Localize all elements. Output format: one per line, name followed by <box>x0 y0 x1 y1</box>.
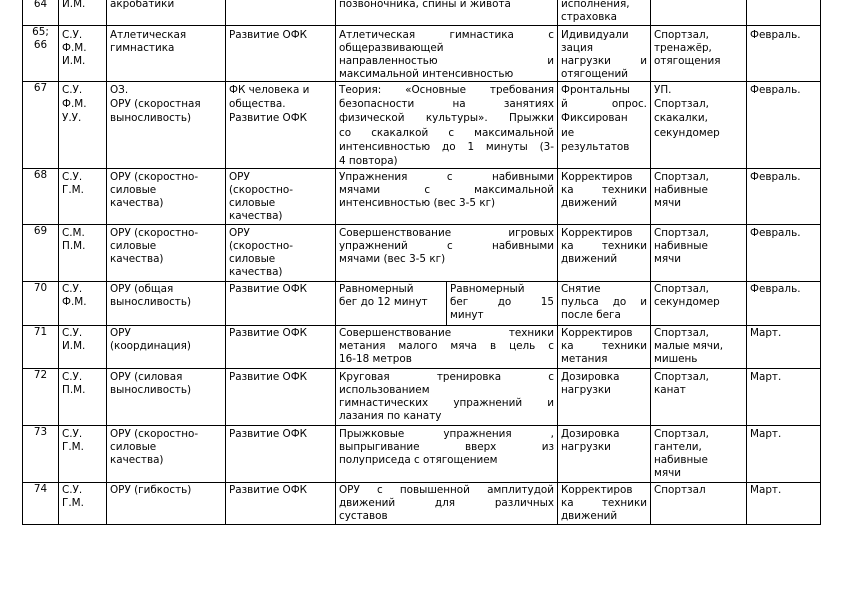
lesson-content-cell-line: полуприседа с отягощением <box>339 454 498 467</box>
lesson-topic-cell-line: силовые <box>110 240 157 253</box>
equipment-cell <box>651 82 747 169</box>
table-row <box>23 483 821 525</box>
split-content <box>336 282 557 325</box>
assessment-cell <box>558 0 651 26</box>
lesson-goal-cell-line: качества) <box>229 210 283 223</box>
lesson-topic-cell-line: гимнастика <box>110 42 175 54</box>
lesson-content-cell-line: Теория: «Основные требования <box>339 84 554 96</box>
table-row <box>23 326 821 369</box>
lesson-number: 74 <box>23 483 59 525</box>
lesson-content-cell <box>336 225 558 282</box>
equipment-cell-line: Спортзал, <box>654 327 709 340</box>
lesson-content-cell <box>336 169 558 225</box>
lesson-goal-cell-line: Развитие ОФК <box>229 112 308 125</box>
assessment-cell <box>558 82 651 169</box>
lesson-content-cell-line: выпрыгивание вверх из <box>339 441 554 454</box>
assessment-cell-line: после бега <box>561 309 621 322</box>
lesson-content-cell-line: интенсивностью (вес 3-5 кг) <box>339 197 496 210</box>
table-row <box>23 0 821 26</box>
lesson-number: 67 <box>23 82 59 169</box>
lesson-topic-cell <box>107 26 226 82</box>
assessment-cell-line: ка техники <box>561 497 647 510</box>
assessment-cell-line: метания <box>561 353 608 366</box>
equipment-cell <box>651 326 747 369</box>
lesson-content-cell <box>336 326 558 369</box>
teacher-cell <box>59 26 107 82</box>
assessment-cell-line: Корректиров <box>561 484 633 497</box>
equipment-cell-line: мячи <box>654 197 681 210</box>
lesson-topic-cell-line: качества) <box>110 454 164 467</box>
equipment-cell-line: набивные <box>654 184 708 197</box>
assessment-cell <box>558 26 651 82</box>
lesson-content-cell-line: Прыжковые упражнения , <box>339 428 554 441</box>
table-row <box>23 282 821 326</box>
lesson-content-cell-line: упражнений с набивными <box>339 240 554 253</box>
teacher-cell <box>59 326 107 369</box>
lesson-topic-cell <box>107 0 226 26</box>
assessment-cell-line: Фронтальны <box>561 84 630 96</box>
lesson-content-cell <box>336 282 558 326</box>
month-cell: Февраль. <box>747 82 821 169</box>
lesson-content-cell-line: безопасности на занятиях <box>339 98 554 111</box>
teacher-cell-line: И.М. <box>62 0 86 10</box>
month-cell: Февраль. <box>747 282 821 326</box>
assessment-cell-line: результатов <box>561 140 630 153</box>
lesson-content-cell <box>336 369 558 426</box>
assessment-cell-line: й опрос. <box>561 98 647 111</box>
lesson-goal-cell-line: силовые <box>229 197 276 210</box>
lesson-content-cell-line: мячами с максимальной <box>339 184 554 197</box>
lesson-goal-cell <box>226 369 336 426</box>
teacher-cell-line: С.У. <box>62 171 83 184</box>
lesson-goal-cell-line: Развитие ОФК <box>229 283 308 296</box>
lesson-content-cell-line: Упражнения с набивными <box>339 171 554 184</box>
teacher-cell <box>59 225 107 282</box>
table-row <box>23 26 821 82</box>
lesson-topic-cell-line: ОРУ (общая <box>110 283 174 296</box>
assessment-cell-line: ка техники <box>561 240 647 253</box>
lesson-topic-cell-line: Атлетическая <box>110 29 187 41</box>
lesson-topic-cell <box>107 225 226 282</box>
lesson-goal-cell <box>226 326 336 369</box>
lesson-topic-cell <box>107 369 226 426</box>
assessment-cell-line: исполнения, <box>561 0 630 10</box>
equipment-cell-line: гантели, <box>654 441 702 454</box>
assessment-cell <box>558 369 651 426</box>
assessment-cell-line: Корректиров <box>561 327 633 340</box>
assessment-cell-line: движений <box>561 197 618 210</box>
teacher-cell-line: У.У. <box>62 112 82 125</box>
equipment-cell-line: мишень <box>654 353 698 366</box>
lesson-goal-cell <box>226 483 336 525</box>
lesson-topic-cell-line: выносливость) <box>110 296 192 309</box>
lesson-content-cell-line: Совершенствование игровых <box>339 227 554 240</box>
content-line: Равномерный <box>339 283 414 296</box>
equipment-cell-line: канат <box>654 384 686 397</box>
teacher-cell <box>59 282 107 326</box>
month-cell: Март. <box>747 426 821 483</box>
lesson-goal-cell-line: общества. <box>229 98 286 111</box>
month-cell: Март. <box>747 483 821 525</box>
assessment-cell <box>558 326 651 369</box>
lesson-topic-cell-line: ОРУ (гибкость) <box>110 484 192 497</box>
lesson-topic-cell-line: (координация) <box>110 340 191 353</box>
assessment-cell-line: Дозировка <box>561 371 620 384</box>
lesson-topic-cell <box>107 483 226 525</box>
assessment-cell-line: Корректиров <box>561 171 633 184</box>
assessment-cell-line: нагрузки <box>561 384 611 397</box>
assessment-cell-line: страховка <box>561 11 618 23</box>
assessment-cell-line: зация <box>561 42 593 54</box>
equipment-cell-line: УП. <box>654 84 672 96</box>
lesson-topic-cell-line: ОРУ (скоростная <box>110 98 201 111</box>
lesson-goal-cell-line: ФК человека и <box>229 84 310 96</box>
assessment-cell <box>558 225 651 282</box>
equipment-cell-line: Спортзал, <box>654 29 709 41</box>
teacher-cell-line: П.М. <box>62 384 86 397</box>
table-body <box>23 0 821 525</box>
assessment-cell-line: движений <box>561 510 618 523</box>
teacher-cell <box>59 483 107 525</box>
teacher-cell-line: С.У. <box>62 84 83 96</box>
lesson-topic-cell-line: силовые <box>110 441 157 454</box>
table-row <box>23 426 821 483</box>
assessment-cell <box>558 282 651 326</box>
lesson-content-cell-line: общеразвивающей <box>339 42 444 54</box>
lesson-goal-cell-line: Развитие ОФК <box>229 428 308 441</box>
lesson-content-cell-line: направленностью и <box>339 55 554 67</box>
lesson-goal-cell-line: качества) <box>229 266 283 279</box>
lesson-topic-cell-line: силовые <box>110 184 157 197</box>
month-cell <box>747 0 821 26</box>
teacher-cell-line: Г.М. <box>62 497 84 510</box>
equipment-cell <box>651 483 747 525</box>
lesson-content-cell-line: позвоночника, спины и живота <box>339 0 511 10</box>
lesson-topic-cell <box>107 426 226 483</box>
lesson-content-cell <box>336 82 558 169</box>
lesson-content-cell-line: гимнастических упражнений и <box>339 397 554 410</box>
lesson-content-cell-line: лазания по канату <box>339 410 442 423</box>
table-row <box>23 225 821 282</box>
month-cell: Февраль. <box>747 26 821 82</box>
lesson-goal-cell-line: Развитие ОФК <box>229 484 308 497</box>
teacher-cell-line: Ф.М. <box>62 98 87 111</box>
assessment-cell-line: Дозировка <box>561 428 620 441</box>
assessment-cell-line: ка техники <box>561 184 647 197</box>
equipment-cell-line: секундомер <box>654 126 720 139</box>
assessment-cell <box>558 483 651 525</box>
lesson-content-cell-line: 4 повтора) <box>339 155 398 168</box>
lesson-content-cell-line: использованием <box>339 384 430 397</box>
lesson-topic-cell-line: ОРУ (скоростно- <box>110 171 199 184</box>
assessment-cell-line: нагрузки и <box>561 55 647 67</box>
equipment-cell-line: малые мячи, <box>654 340 724 353</box>
lesson-goal-cell-line: силовые <box>229 253 276 266</box>
table-row <box>23 82 821 169</box>
assessment-cell-line: ие <box>561 126 575 139</box>
lesson-content-cell-line: движений для различных <box>339 497 554 510</box>
teacher-cell-line: С.У. <box>62 29 83 41</box>
content-variant-a <box>336 282 446 325</box>
month-cell: Март. <box>747 369 821 426</box>
lesson-content-cell-line: интенсивностью до 1 минуты (3- <box>339 140 554 153</box>
teacher-cell-line: С.У. <box>62 484 83 497</box>
lesson-goal-cell-line: (скоростно- <box>229 184 294 197</box>
lesson-content-cell-line: максимальной интенсивностью <box>339 68 514 80</box>
equipment-cell-line: Спортзал, <box>654 283 709 296</box>
lesson-number: 72 <box>23 369 59 426</box>
table-row <box>23 369 821 426</box>
lesson-number: 68 <box>23 169 59 225</box>
lesson-content-cell-line: суставов <box>339 510 388 523</box>
lesson-content-cell-line: Совершенствование техники <box>339 327 554 340</box>
lesson-topic-cell-line: акробатики <box>110 0 175 10</box>
teacher-cell-line: Ф.М. <box>62 296 87 309</box>
equipment-cell <box>651 225 747 282</box>
equipment-cell <box>651 0 747 26</box>
equipment-cell-line <box>654 0 743 11</box>
content-line: минут <box>450 309 484 322</box>
lesson-number: 71 <box>23 326 59 369</box>
lesson-goal-cell <box>226 82 336 169</box>
lesson-goal-cell-line: Развитие ОФК <box>229 29 308 41</box>
lesson-content-cell-line: физической культуры». Прыжки <box>339 112 554 125</box>
equipment-cell-line: тренажёр, <box>654 42 712 54</box>
equipment-cell <box>651 369 747 426</box>
lesson-goal-cell-line: Развитие ОФК <box>229 327 308 340</box>
lesson-content-cell <box>336 26 558 82</box>
lesson-topic-cell <box>107 169 226 225</box>
assessment-cell-line: Фиксирован <box>561 112 628 125</box>
lesson-goal-cell <box>226 225 336 282</box>
lesson-content-cell-line: мячами (вес 3-5 кг) <box>339 253 446 266</box>
equipment-cell-line: Спортзал, <box>654 98 709 111</box>
lesson-number: 73 <box>23 426 59 483</box>
equipment-cell-line: мячи <box>654 253 681 266</box>
teacher-cell-line: П.М. <box>62 240 86 253</box>
teacher-cell-line: Ф.М. <box>62 42 87 54</box>
equipment-cell-line: набивные <box>654 240 708 253</box>
lesson-goal-cell-line: ОРУ <box>229 171 250 184</box>
lesson-goal-cell <box>226 0 336 26</box>
lesson-topic-cell-line: качества) <box>110 253 164 266</box>
lesson-goal-cell-line: ОРУ <box>229 227 250 240</box>
lesson-goal-cell <box>226 282 336 326</box>
lesson-topic-cell-line: ОРУ (силовая <box>110 371 183 384</box>
equipment-cell-line: мячи <box>654 467 681 480</box>
content-line: бег до 15 <box>450 296 554 309</box>
lesson-topic-cell-line: выносливость) <box>110 112 192 125</box>
lesson-content-cell-line: ОРУ с повышенной амплитудой <box>339 484 554 497</box>
assessment-cell-line: Снятие <box>561 283 601 296</box>
lesson-number: 69 <box>23 225 59 282</box>
teacher-cell-line: С.У. <box>62 327 83 340</box>
equipment-cell <box>651 26 747 82</box>
lesson-number: 65; 66 <box>23 26 59 82</box>
assessment-cell <box>558 169 651 225</box>
lesson-topic-cell-line: ОЗ. <box>110 84 129 96</box>
equipment-cell <box>651 169 747 225</box>
lesson-topic-cell-line: ОРУ (скоростно- <box>110 227 199 240</box>
teacher-cell-line: С.У. <box>62 371 83 384</box>
assessment-cell-line: движений <box>561 253 618 266</box>
content-variant-b <box>446 282 557 325</box>
lesson-content-cell <box>336 483 558 525</box>
lesson-topic-cell <box>107 282 226 326</box>
equipment-cell-line: скакалки, <box>654 112 708 125</box>
teacher-cell-line: И.М. <box>62 55 86 67</box>
equipment-cell-line: отягощения <box>654 55 721 67</box>
equipment-cell-line: Спортзал <box>654 484 706 497</box>
assessment-cell-line: нагрузки <box>561 441 611 454</box>
lesson-topic-cell-line: ОРУ (скоростно- <box>110 428 199 441</box>
equipment-cell <box>651 426 747 483</box>
teacher-cell-line: И.М. <box>62 340 86 353</box>
teacher-cell-line: Г.М. <box>62 184 84 197</box>
content-line: бег до 12 минут <box>339 296 428 309</box>
teacher-cell-line: С.У. <box>62 428 83 441</box>
month-cell: Март. <box>747 326 821 369</box>
month-cell: Февраль. <box>747 225 821 282</box>
assessment-cell-line: пульса до и <box>561 296 647 309</box>
lesson-goal-cell <box>226 26 336 82</box>
lesson-topic-cell-line: выносливость) <box>110 384 192 397</box>
equipment-cell-line: Спортзал, <box>654 171 709 184</box>
equipment-cell <box>651 282 747 326</box>
teacher-cell-line: Г.М. <box>62 441 84 454</box>
teacher-cell-line: С.М. <box>62 227 85 240</box>
lesson-topic-cell-line: ОРУ <box>110 327 131 340</box>
table-row <box>23 169 821 225</box>
lesson-goal-cell-line: Развитие ОФК <box>229 371 308 384</box>
assessment-cell-line: Корректиров <box>561 227 633 240</box>
lesson-goal-cell-line: (скоростно- <box>229 240 294 253</box>
lesson-topic-cell <box>107 82 226 169</box>
month-cell: Февраль. <box>747 169 821 225</box>
lesson-plan-table <box>22 0 821 525</box>
assessment-cell-line: Идивидуали <box>561 29 629 41</box>
lesson-content-cell-line: Круговая тренировка с <box>339 371 554 384</box>
equipment-cell-line: секундомер <box>654 296 720 309</box>
teacher-cell <box>59 426 107 483</box>
lesson-topic-cell <box>107 326 226 369</box>
lesson-content-cell <box>336 0 558 26</box>
assessment-cell-line: ка техники <box>561 340 647 353</box>
lesson-topic-cell-line: качества) <box>110 197 164 210</box>
lesson-content-cell <box>336 426 558 483</box>
teacher-cell <box>59 369 107 426</box>
equipment-cell-line: Спортзал, <box>654 227 709 240</box>
lesson-goal-cell <box>226 169 336 225</box>
content-line: Равномерный <box>450 283 525 296</box>
teacher-cell-line: С.У. <box>62 283 83 296</box>
equipment-cell-line: Спортзал, <box>654 428 709 441</box>
lesson-content-cell-line: метания малого мяча в цель с <box>339 340 554 353</box>
teacher-cell <box>59 0 107 26</box>
assessment-cell <box>558 426 651 483</box>
teacher-cell <box>59 169 107 225</box>
lesson-content-cell-line: Атлетическая гимнастика с <box>339 29 554 41</box>
assessment-cell-line: отягощений <box>561 68 628 80</box>
lesson-number: 70 <box>23 282 59 326</box>
lesson-goal-cell <box>226 426 336 483</box>
teacher-cell <box>59 82 107 169</box>
lesson-content-cell-line: со скакалкой с максимальной <box>339 126 554 139</box>
equipment-cell-line: Спортзал, <box>654 371 709 384</box>
lesson-number: 64 <box>23 0 59 26</box>
lesson-goal-cell-line <box>229 0 332 11</box>
equipment-cell-line: набивные <box>654 454 708 467</box>
lesson-content-cell-line: 16-18 метров <box>339 353 412 366</box>
